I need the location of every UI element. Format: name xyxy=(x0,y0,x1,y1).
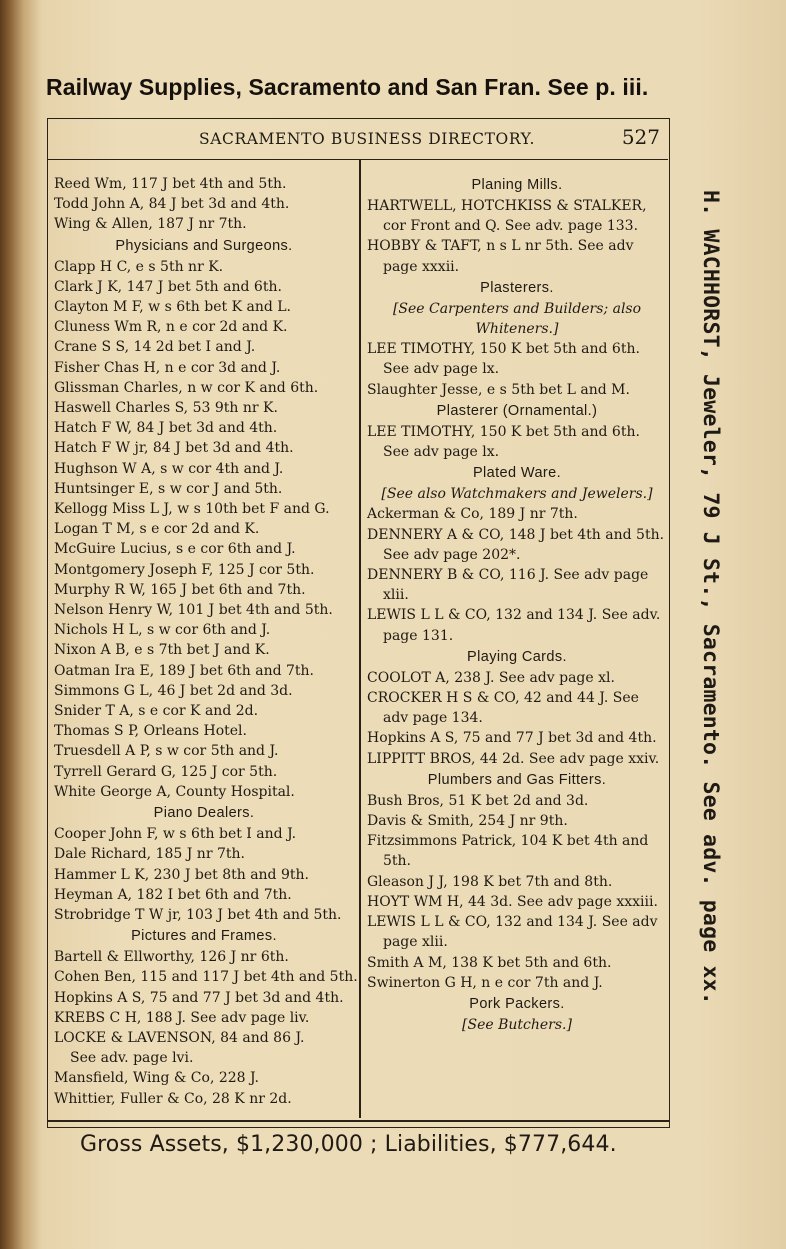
listing-entry: HOYT WM H, 44 3d. See adv page xxxiii. xyxy=(367,893,658,910)
section-heading: Playing Cards. xyxy=(467,648,567,665)
section-heading: Physicians and Surgeons. xyxy=(115,237,293,254)
section-heading: Plasterers. xyxy=(480,279,554,296)
listing-entry: Nichols H L, s w cor 6th and J. xyxy=(54,622,271,639)
listing-entry: Hopkins A S, 75 and 77 J bet 3d and 4th. xyxy=(367,730,657,747)
listing-entry: DENNERY B & CO, 116 J. See adv page xlii. xyxy=(367,567,649,604)
listing-entry: Reed Wm, 117 J bet 4th and 5th. xyxy=(54,176,287,192)
listing-entry: Logan T M, s e cor 2d and K. xyxy=(54,521,260,538)
side-advert xyxy=(692,190,728,1100)
right-column xyxy=(367,174,667,1035)
listing-entry: Hatch F W, 84 J bet 3d and 4th. xyxy=(54,420,278,437)
listing-entry: Bartell & Ellworthy, 126 J nr 6th. xyxy=(54,949,289,966)
listing-entry: Truesdell A P, s w cor 5th and J. xyxy=(54,743,279,760)
listing-entry: Hopkins A S, 75 and 77 J bet 3d and 4th. xyxy=(54,989,344,1006)
listing-entry: Clayton M F, w s 6th bet K and L. xyxy=(54,299,292,316)
section-heading: Pork Packers. xyxy=(469,995,565,1012)
listing-entry: Bush Bros, 51 K bet 2d and 3d. xyxy=(367,792,589,809)
listing-entry: Cluness Wm R, n e cor 2d and K. xyxy=(54,319,288,336)
listing-entry: See adv. page lvi. xyxy=(70,1050,194,1067)
listing-entry: Strobridge T W jr, 103 J bet 4th and 5th. xyxy=(54,906,342,923)
listing-entry: Cohen Ben, 115 and 117 J bet 4th and 5th. xyxy=(54,969,358,986)
listing-entry: Huntsinger E, s w cor J and 5th. xyxy=(54,480,283,497)
listing-entry: White George A, County Hospital. xyxy=(54,783,295,800)
listing-entry: Wing & Allen, 187 J nr 7th. xyxy=(54,216,247,233)
listing-entry: Swinerton G H, n e cor 7th and J. xyxy=(367,974,603,991)
listing-entry: Nixon A B, e s 7th bet J and K. xyxy=(54,642,270,659)
listing-entry: Ackerman & Co, 189 J nr 7th. xyxy=(367,506,578,523)
listing-entry: Crane S S, 14 2d bet I and J. xyxy=(54,339,256,356)
listing-entry: Oatman Ira E, 189 J bet 6th and 7th. xyxy=(54,662,315,679)
section-heading: Pictures and Frames. xyxy=(131,928,277,945)
top-advert-header: Railway Supplies, Sacramento and San Fran. See p. iii. xyxy=(46,74,649,100)
cross-reference: [See Carpenters and Builders; also Whiteners.] xyxy=(392,300,642,338)
listing-entry: Whittier, Fuller & Co, 28 K nr 2d. xyxy=(54,1090,292,1107)
listing-entry: Haswell Charles S, 53 9th nr K. xyxy=(54,400,278,417)
header-rule xyxy=(47,159,668,160)
listing-entry: Mansfield, Wing & Co, 228 J. xyxy=(54,1070,259,1087)
listing-entry: Clark J K, 147 J bet 5th and 6th. xyxy=(54,278,282,295)
cross-reference: [See also Watchmakers and Jewelers.] xyxy=(381,486,653,503)
section-heading: Plasterer (Ornamental.) xyxy=(436,402,598,419)
listing-entry: Gleason J J, 198 K bet 7th and 8th. xyxy=(367,873,613,890)
listing-entry: Thomas S P, Orleans Hotel. xyxy=(54,723,247,740)
footer-advert: Gross Assets, $1,230,000 ; Liabilities, $777,644. xyxy=(80,1132,617,1157)
listing-entry: Simmons G L, 46 J bet 2d and 3d. xyxy=(54,682,293,699)
listing-entry: Tyrrell Gerard G, 125 J cor 5th. xyxy=(54,763,278,780)
listing-entry: DENNERY A & CO, 148 J bet 4th and 5th. See adv page 202*. xyxy=(367,526,665,563)
section-heading: Planing Mills. xyxy=(471,177,563,193)
listing-entry: HARTWELL, HOTCHKISS & STALKER, cor Front and Q. See adv. page 133. xyxy=(367,198,647,235)
listing-entry: Murphy R W, 165 J bet 6th and 7th. xyxy=(54,581,306,598)
listing-entry: Slaughter Jesse, e s 5th bet L and M. xyxy=(367,381,630,398)
listing-entry: Cooper John F, w s 6th bet I and J. xyxy=(54,826,297,843)
listing-entry: LIPPITT BROS, 44 2d. See adv page xxiv. xyxy=(367,750,660,767)
listing-entry: Smith A M, 138 K bet 5th and 6th. xyxy=(367,954,612,971)
section-heading: Plumbers and Gas Fitters. xyxy=(427,771,607,788)
listing-entry: Glissman Charles, n w cor K and 6th. xyxy=(54,379,319,396)
left-column xyxy=(54,174,358,1109)
column-divider xyxy=(359,160,361,1118)
listing-entry: LEE TIMOTHY, 150 K bet 5th and 6th. See adv page lx. xyxy=(367,341,640,378)
listing-entry: LEE TIMOTHY, 150 K bet 5th and 6th. See adv page lx. xyxy=(367,423,640,461)
listing-entry: McGuire Lucius, s e cor 6th and J. xyxy=(54,541,296,558)
listing-entry: HOBBY & TAFT, n s L nr 5th. See adv page xxxii. xyxy=(367,238,634,275)
listing-entry: Kellogg Miss L J, w s 10th bet F and G. xyxy=(54,501,330,518)
listing-entry: Fisher Chas H, n e cor 3d and J. xyxy=(54,359,281,376)
side-advert-text: H. WACHHORST, Jeweler, 79 J St., Sacramento. See adv. page xx. xyxy=(698,190,723,1005)
directory-title: SACRAMENTO BUSINESS DIRECTORY. xyxy=(199,130,536,148)
listing-entry: LOCKE & LAVENSON, 84 and 86 J. xyxy=(54,1029,305,1046)
listing-entry: Snider T A, s e cor K and 2d. xyxy=(54,703,259,720)
listing-entry: Dale Richard, 185 J nr 7th. xyxy=(54,846,245,863)
listing-entry: LEWIS L L & CO, 132 and 134 J. See adv page xlii. xyxy=(367,914,658,951)
listing-entry: KREBS C H, 188 J. See adv page liv. xyxy=(54,1009,310,1026)
listing-entry: CROCKER H S & CO, 42 and 44 J. See adv page 134. xyxy=(367,690,639,727)
page-number: 527 xyxy=(621,125,660,149)
listing-entry: LEWIS L L & CO, 132 and 134 J. See adv. page 131. xyxy=(367,607,661,644)
bottom-rule xyxy=(48,1120,669,1122)
listing-entry: Davis & Smith, 254 J nr 9th. xyxy=(367,813,568,830)
cross-reference: [See Butchers.] xyxy=(462,1016,572,1033)
listing-entry: Todd John A, 84 J bet 3d and 4th. xyxy=(54,196,290,213)
listing-entry: Heyman A, 182 I bet 6th and 7th. xyxy=(54,886,292,903)
section-heading: Plated Ware. xyxy=(472,465,562,482)
listing-entry: Nelson Henry W, 101 J bet 4th and 5th. xyxy=(54,602,333,619)
listing-entry: Clapp H C, e s 5th nr K. xyxy=(54,258,224,275)
listing-entry: Fitzsimmons Patrick, 104 K bet 4th and 5th. xyxy=(367,833,649,870)
section-heading: Piano Dealers. xyxy=(153,805,255,822)
listing-entry: Hatch F W jr, 84 J bet 3d and 4th. xyxy=(54,440,294,457)
listing-entry: Montgomery Joseph F, 125 J cor 5th. xyxy=(54,561,315,578)
listing-entry: Hughson W A, s w cor 4th and J. xyxy=(54,460,284,477)
running-head xyxy=(47,127,668,151)
listing-entry: Hammer L K, 230 J bet 8th and 9th. xyxy=(54,866,309,883)
listing-entry: COOLOT A, 238 J. See adv page xl. xyxy=(367,669,615,686)
